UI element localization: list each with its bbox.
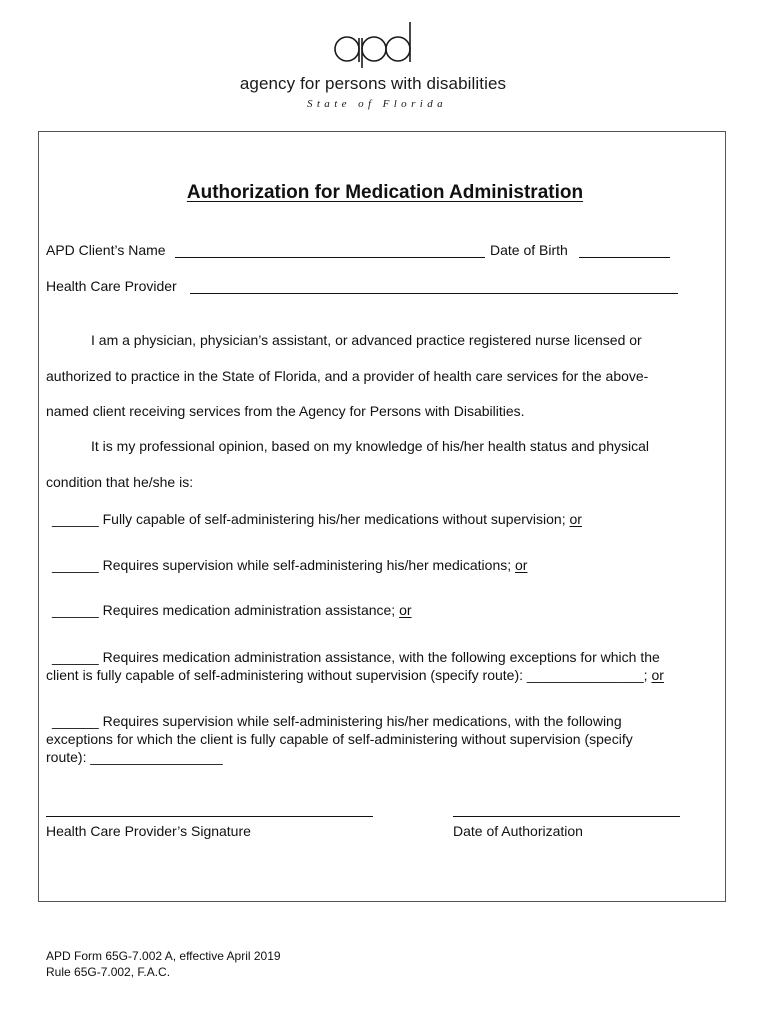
provider-field[interactable] [190, 293, 678, 294]
option-blank[interactable]: ______ [52, 713, 99, 729]
option-supervision-exceptions: ______ Requires supervision while self-administering his/her medications, with the following [52, 713, 622, 729]
dob-field[interactable] [579, 257, 670, 258]
or-word: or [651, 667, 664, 683]
form-title: Authorization for Medication Administration [186, 182, 584, 203]
signature-label: Health Care Provider’s Signature [46, 823, 251, 839]
option-blank[interactable]: ______ [52, 602, 99, 618]
form-number: APD Form 65G-7.002 A, effective April 2019 [46, 949, 281, 963]
option-assistance-exceptions-line2: client is fully capable of self-administering without supervision (specify route): _______________; or [46, 667, 664, 683]
option-blank[interactable]: ______ [52, 557, 99, 573]
para1-line1: I am a physician, physician’s assistant, or advanced practice registered nurse licensed or [91, 332, 642, 348]
option-requires-supervision: ______ Requires supervision while self-administering his/her medications; or [52, 557, 528, 573]
agency-logo [0, 18, 770, 118]
apd-logo-mark [332, 18, 416, 68]
option-blank[interactable]: ______ [52, 511, 99, 527]
or-word: or [515, 557, 528, 573]
date-of-authorization-label: Date of Authorization [453, 823, 583, 839]
agency-name: agency for persons with disabilities [239, 74, 507, 93]
para2-line1: It is my professional opinion, based on my knowledge of his/her health status and physical [91, 438, 649, 454]
client-name-field[interactable] [175, 257, 485, 258]
option-supervision-exceptions-line2: exceptions for which the client is fully capable of self-administering without supervision (specify [46, 731, 633, 747]
para1-line3: named client receiving services from the Agency for Persons with Disabilities. [46, 403, 525, 419]
option-requires-assistance: ______ Requires medication administration assistance; or [52, 602, 412, 618]
date-of-authorization-field[interactable] [453, 816, 680, 817]
state-of-florida: State of Florida [306, 98, 448, 110]
provider-label: Health Care Provider [46, 278, 177, 294]
rule-reference: Rule 65G-7.002, F.A.C. [46, 965, 171, 979]
para2-line2: condition that he/she is: [46, 474, 194, 490]
option-assistance-exceptions: ______ Requires medication administration assistance, with the following exceptions for which the [52, 649, 660, 665]
client-name-label: APD Client’s Name [46, 242, 166, 258]
dob-label: Date of Birth [490, 242, 568, 258]
option-blank[interactable]: ______ [52, 649, 99, 665]
para1-line2: authorized to practice in the State of Florida, and a provider of health care services for the above- [46, 368, 649, 384]
or-word: or [399, 602, 412, 618]
or-word: or [569, 511, 582, 527]
option-fully-capable: ______ Fully capable of self-administering his/her medications without supervision; or [52, 511, 582, 527]
option-supervision-exceptions-line3: route): _________________ [46, 749, 223, 765]
signature-field[interactable] [46, 816, 373, 817]
